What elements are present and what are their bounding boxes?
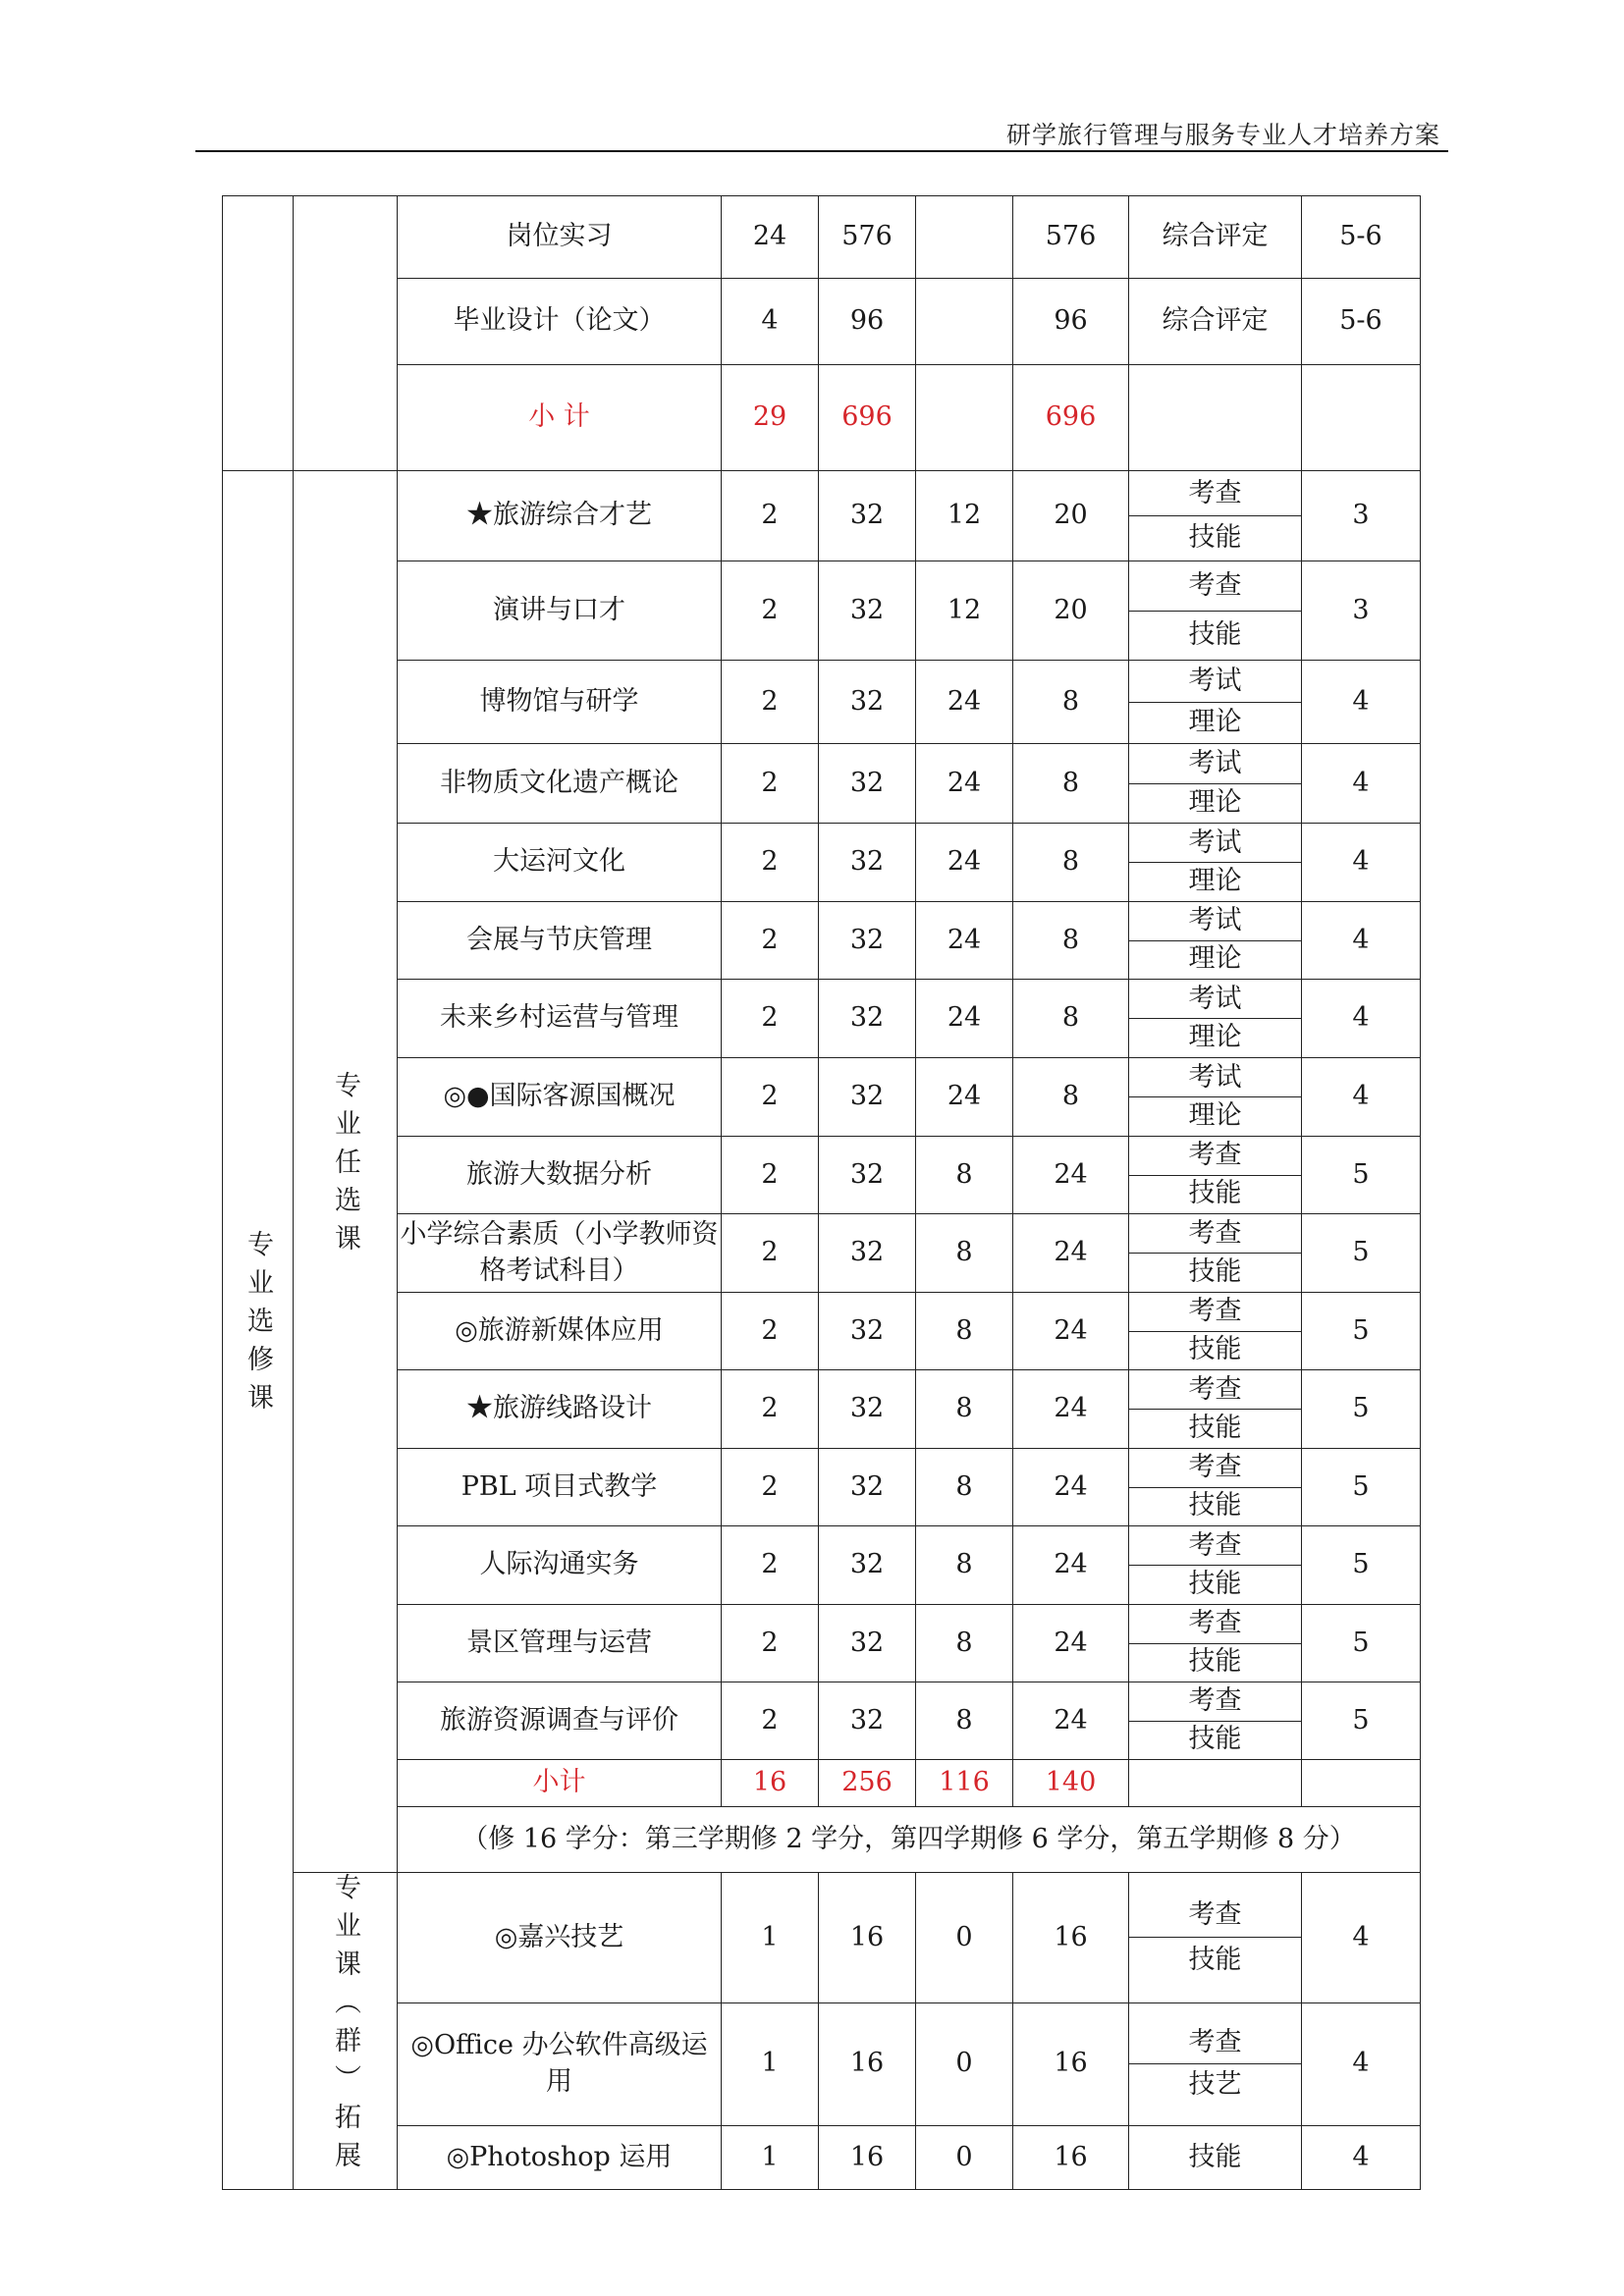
theory-hours: 12 xyxy=(916,561,1013,661)
table-row xyxy=(223,902,1421,980)
theory-hours: 24 xyxy=(916,902,1013,980)
total-hours: 32 xyxy=(819,1214,916,1293)
assessment: 技能 xyxy=(1129,2125,1302,2190)
theory-hours: 24 xyxy=(916,980,1013,1058)
assessment-type: 考试 xyxy=(1129,662,1301,703)
subtotal-theory: 116 xyxy=(916,1760,1013,1807)
subtotal-practice: 140 xyxy=(1013,1760,1129,1807)
semester: 4 xyxy=(1302,1873,1421,2003)
course-name: 博物馆与研学 xyxy=(398,661,722,744)
practice-hours: 24 xyxy=(1013,1293,1129,1370)
table-row xyxy=(223,1370,1421,1449)
credits: 1 xyxy=(722,2002,819,2125)
practice-hours: 8 xyxy=(1013,824,1129,902)
total-hours: 32 xyxy=(819,824,916,902)
assessment-mode: 理论 xyxy=(1188,1022,1242,1053)
semester: 5 xyxy=(1302,1526,1421,1605)
total-hours: 32 xyxy=(819,471,916,561)
theory-hours: 8 xyxy=(916,1370,1013,1449)
total-hours: 32 xyxy=(819,561,916,661)
credits: 2 xyxy=(722,1214,819,1293)
course-name: 大运河文化 xyxy=(398,824,722,902)
table-row xyxy=(223,2002,1421,2125)
course-name: ★旅游线路设计 xyxy=(398,1370,722,1449)
assessment-mode: 理论 xyxy=(1188,786,1242,818)
total-hours: 16 xyxy=(819,2002,916,2125)
subtotal-label: 小计 xyxy=(398,1760,722,1807)
table-row xyxy=(223,2125,1421,2190)
credits: 2 xyxy=(722,980,819,1058)
assessment-cell xyxy=(1129,661,1302,744)
practice-hours: 8 xyxy=(1013,902,1129,980)
semester: 5 xyxy=(1302,1682,1421,1760)
total-hours: 32 xyxy=(819,744,916,824)
assessment-cell xyxy=(1129,1449,1302,1526)
practice-hours: 24 xyxy=(1013,1370,1129,1449)
assessment-type: 考试 xyxy=(1129,981,1301,1020)
semester: 4 xyxy=(1302,2002,1421,2125)
table-row xyxy=(223,1214,1421,1293)
theory-hours: 0 xyxy=(916,2002,1013,2125)
practice-hours: 96 xyxy=(1013,279,1129,365)
total-hours: 32 xyxy=(819,1137,916,1214)
course-name: 景区管理与运营 xyxy=(398,1605,722,1682)
table-row xyxy=(223,1682,1421,1760)
practice-hours: 8 xyxy=(1013,1058,1129,1137)
subcategory-elective-text: 专业任选课 xyxy=(330,1070,360,1262)
table-row xyxy=(223,744,1421,824)
semester: 4 xyxy=(1302,824,1421,902)
total-hours: 16 xyxy=(819,2125,916,2190)
header-rule xyxy=(195,150,1448,152)
credits: 2 xyxy=(722,1137,819,1214)
category-cell xyxy=(223,196,294,471)
table-row xyxy=(223,561,1421,661)
assessment-cell xyxy=(1129,2002,1302,2125)
course-name: ◎嘉兴技艺 xyxy=(398,1873,722,2003)
assessment-cell xyxy=(1129,1058,1302,1137)
category-elective-text: 专业选修课 xyxy=(243,1229,273,1421)
credit-note: （修 16 学分：第三学期修 2 学分，第四学期修 6 学分，第五学期修 8 分） xyxy=(398,1807,1421,1873)
semester: 4 xyxy=(1302,902,1421,980)
assessment-type: 考查 xyxy=(1129,1450,1301,1488)
table-row xyxy=(223,279,1421,365)
course-name: 未来乡村运营与管理 xyxy=(398,980,722,1058)
table-row xyxy=(223,1293,1421,1370)
course-name: 会展与节庆管理 xyxy=(398,902,722,980)
theory-hours: 0 xyxy=(916,1873,1013,2003)
subcategory-elective xyxy=(294,471,398,1873)
assessment-type: 考试 xyxy=(1129,745,1301,784)
assessment-mode: 技能 xyxy=(1188,1178,1242,1209)
table-row xyxy=(223,1807,1421,1873)
assessment-mode: 技能 xyxy=(1188,1944,1242,1975)
semester: 5-6 xyxy=(1302,279,1421,365)
course-name: ◎●国际客源国概况 xyxy=(398,1058,722,1137)
credits: 4 xyxy=(722,279,819,365)
subtotal-assessment xyxy=(1129,1760,1302,1807)
semester: 5-6 xyxy=(1302,196,1421,279)
total-hours: 32 xyxy=(819,1293,916,1370)
total-hours: 32 xyxy=(819,1605,916,1682)
total-hours: 32 xyxy=(819,1370,916,1449)
assessment-cell xyxy=(1129,1293,1302,1370)
running-header: 研学旅行管理与服务专业人才培养方案 xyxy=(1005,121,1440,149)
assessment-cell xyxy=(1129,1682,1302,1760)
assessment-type: 考查 xyxy=(1129,1527,1301,1567)
assessment-cell xyxy=(1129,902,1302,980)
credits: 2 xyxy=(722,1682,819,1760)
course-name: 岗位实习 xyxy=(398,196,722,279)
assessment-mode: 技能 xyxy=(1188,1724,1242,1755)
assessment-cell xyxy=(1129,824,1302,902)
course-name: ◎旅游新媒体应用 xyxy=(398,1293,722,1370)
assessment-cell xyxy=(1129,1370,1302,1449)
practice-hours: 20 xyxy=(1013,471,1129,561)
credits: 2 xyxy=(722,1605,819,1682)
theory-hours: 0 xyxy=(916,2125,1013,2190)
theory-hours: 24 xyxy=(916,661,1013,744)
course-name: 非物质文化遗产概论 xyxy=(398,744,722,824)
semester: 4 xyxy=(1302,1058,1421,1137)
course-name: 人际沟通实务 xyxy=(398,1526,722,1605)
assessment-type: 考查 xyxy=(1129,1683,1301,1722)
assessment: 综合评定 xyxy=(1129,196,1302,279)
theory-hours: 12 xyxy=(916,471,1013,561)
assessment-cell xyxy=(1129,1137,1302,1214)
subtotal-total: 256 xyxy=(819,1760,916,1807)
semester: 5 xyxy=(1302,1605,1421,1682)
total-hours: 32 xyxy=(819,1449,916,1526)
table-row xyxy=(223,1137,1421,1214)
total-hours: 96 xyxy=(819,279,916,365)
theory-hours xyxy=(916,196,1013,279)
theory-hours: 8 xyxy=(916,1293,1013,1370)
subcategory-extension xyxy=(294,1873,398,2190)
semester: 4 xyxy=(1302,2125,1421,2190)
semester: 3 xyxy=(1302,471,1421,561)
subtotal-credits: 29 xyxy=(722,365,819,471)
assessment-type: 考查 xyxy=(1129,1606,1301,1644)
assessment-mode: 技能 xyxy=(1188,1413,1242,1444)
assessment-type: 考查 xyxy=(1129,472,1301,517)
table-row xyxy=(223,1605,1421,1682)
table-row xyxy=(223,196,1421,279)
total-hours: 32 xyxy=(819,1058,916,1137)
subcategory-cell xyxy=(294,196,398,471)
table-row xyxy=(223,1526,1421,1605)
assessment: 综合评定 xyxy=(1129,279,1302,365)
assessment-cell xyxy=(1129,1214,1302,1293)
assessment-mode: 技能 xyxy=(1188,1490,1242,1522)
assessment-type: 考查 xyxy=(1129,1138,1301,1176)
theory-hours: 8 xyxy=(916,1526,1013,1605)
credits: 24 xyxy=(722,196,819,279)
assessment-mode: 技能 xyxy=(1188,522,1242,554)
practice-hours: 8 xyxy=(1013,744,1129,824)
subtotal-semester xyxy=(1302,1760,1421,1807)
credits: 2 xyxy=(722,1370,819,1449)
assessment-mode: 技能 xyxy=(1188,618,1242,650)
theory-hours: 8 xyxy=(916,1682,1013,1760)
semester: 5 xyxy=(1302,1293,1421,1370)
credits: 2 xyxy=(722,661,819,744)
assessment-mode: 理论 xyxy=(1188,866,1242,897)
semester: 4 xyxy=(1302,661,1421,744)
total-hours: 576 xyxy=(819,196,916,279)
semester: 5 xyxy=(1302,1214,1421,1293)
theory-hours: 24 xyxy=(916,1058,1013,1137)
total-hours: 32 xyxy=(819,661,916,744)
practice-hours: 8 xyxy=(1013,980,1129,1058)
practice-hours: 24 xyxy=(1013,1682,1129,1760)
course-name: ◎Photoshop 运用 xyxy=(398,2125,722,2190)
assessment-cell xyxy=(1129,744,1302,824)
credits: 2 xyxy=(722,1449,819,1526)
category-elective xyxy=(223,471,294,2190)
assessment-type: 考查 xyxy=(1129,1893,1301,1938)
assessment-cell xyxy=(1129,1605,1302,1682)
table-row xyxy=(223,1449,1421,1526)
total-hours: 16 xyxy=(819,1873,916,2003)
assessment-mode: 技能 xyxy=(1188,1646,1242,1678)
assessment-type: 考试 xyxy=(1129,825,1301,864)
assessment-type: 考查 xyxy=(1129,1215,1301,1255)
credits: 2 xyxy=(722,902,819,980)
theory-hours: 8 xyxy=(916,1137,1013,1214)
table-row xyxy=(223,824,1421,902)
credits: 2 xyxy=(722,1293,819,1370)
semester: 3 xyxy=(1302,561,1421,661)
assessment-type: 考试 xyxy=(1129,1059,1301,1098)
table-body xyxy=(223,196,1421,2190)
assessment-type: 考试 xyxy=(1129,903,1301,941)
assessment-mode: 理论 xyxy=(1188,706,1242,737)
course-name: 小学综合素质（小学教师资格考试科目） xyxy=(398,1214,722,1293)
credits: 2 xyxy=(722,471,819,561)
subtotal-credits: 16 xyxy=(722,1760,819,1807)
practice-hours: 24 xyxy=(1013,1214,1129,1293)
subtotal-theory xyxy=(916,365,1013,471)
assessment-mode: 技能 xyxy=(1188,1256,1242,1288)
assessment-type: 考查 xyxy=(1129,562,1301,612)
semester: 4 xyxy=(1302,980,1421,1058)
credits: 2 xyxy=(722,561,819,661)
assessment-type: 考查 xyxy=(1129,1294,1301,1332)
practice-hours: 16 xyxy=(1013,2125,1129,2190)
course-name: 毕业设计（论文） xyxy=(398,279,722,365)
practice-hours: 16 xyxy=(1013,2002,1129,2125)
theory-hours: 8 xyxy=(916,1605,1013,1682)
table-row xyxy=(223,980,1421,1058)
assessment-type: 考查 xyxy=(1129,1371,1301,1411)
subtotal-practice: 696 xyxy=(1013,365,1129,471)
practice-hours: 576 xyxy=(1013,196,1129,279)
theory-hours: 24 xyxy=(916,824,1013,902)
semester: 5 xyxy=(1302,1370,1421,1449)
course-name: 演讲与口才 xyxy=(398,561,722,661)
credits: 2 xyxy=(722,1058,819,1137)
semester: 4 xyxy=(1302,744,1421,824)
assessment-type: 考查 xyxy=(1129,2022,1301,2065)
table-row xyxy=(223,471,1421,561)
credits: 2 xyxy=(722,824,819,902)
subcategory-extension-text: 专业课（群）拓展 xyxy=(330,1873,360,2179)
practice-hours: 24 xyxy=(1013,1137,1129,1214)
assessment-mode: 技艺 xyxy=(1188,2069,1242,2101)
practice-hours: 8 xyxy=(1013,661,1129,744)
subtotal-label: 小 计 xyxy=(398,365,722,471)
assessment-cell xyxy=(1129,980,1302,1058)
table-row xyxy=(223,661,1421,744)
course-name: ◎Office 办公软件高级运用 xyxy=(398,2002,722,2125)
practice-hours: 24 xyxy=(1013,1526,1129,1605)
credits: 1 xyxy=(722,2125,819,2190)
assessment-cell xyxy=(1129,1526,1302,1605)
assessment-cell xyxy=(1129,561,1302,661)
theory-hours: 8 xyxy=(916,1214,1013,1293)
total-hours: 32 xyxy=(819,902,916,980)
subtotal-semester xyxy=(1302,365,1421,471)
practice-hours: 20 xyxy=(1013,561,1129,661)
theory-hours xyxy=(916,279,1013,365)
credits: 2 xyxy=(722,1526,819,1605)
practice-hours: 24 xyxy=(1013,1605,1129,1682)
theory-hours: 8 xyxy=(916,1449,1013,1526)
practice-hours: 24 xyxy=(1013,1449,1129,1526)
credits: 2 xyxy=(722,744,819,824)
course-name: PBL 项目式教学 xyxy=(398,1449,722,1526)
subtotal-assessment xyxy=(1129,365,1302,471)
total-hours: 32 xyxy=(819,1526,916,1605)
assessment-cell xyxy=(1129,1873,1302,2003)
course-name: 旅游大数据分析 xyxy=(398,1137,722,1214)
assessment-mode: 技能 xyxy=(1188,1569,1242,1600)
table-row xyxy=(223,1760,1421,1807)
assessment-mode: 理论 xyxy=(1188,1100,1242,1132)
course-name: 旅游资源调查与评价 xyxy=(398,1682,722,1760)
subtotal-total: 696 xyxy=(819,365,916,471)
total-hours: 32 xyxy=(819,980,916,1058)
table-row xyxy=(223,1873,1421,2003)
table-row xyxy=(223,1058,1421,1137)
table-row xyxy=(223,365,1421,471)
total-hours: 32 xyxy=(819,1682,916,1760)
practice-hours: 16 xyxy=(1013,1873,1129,2003)
semester: 5 xyxy=(1302,1449,1421,1526)
assessment-mode: 技能 xyxy=(1188,1334,1242,1365)
semester: 5 xyxy=(1302,1137,1421,1214)
theory-hours: 24 xyxy=(916,744,1013,824)
assessment-cell xyxy=(1129,471,1302,561)
course-name: ★旅游综合才艺 xyxy=(398,471,722,561)
assessment-mode: 理论 xyxy=(1188,943,1242,975)
curriculum-table xyxy=(222,195,1421,2190)
credits: 1 xyxy=(722,1873,819,2003)
